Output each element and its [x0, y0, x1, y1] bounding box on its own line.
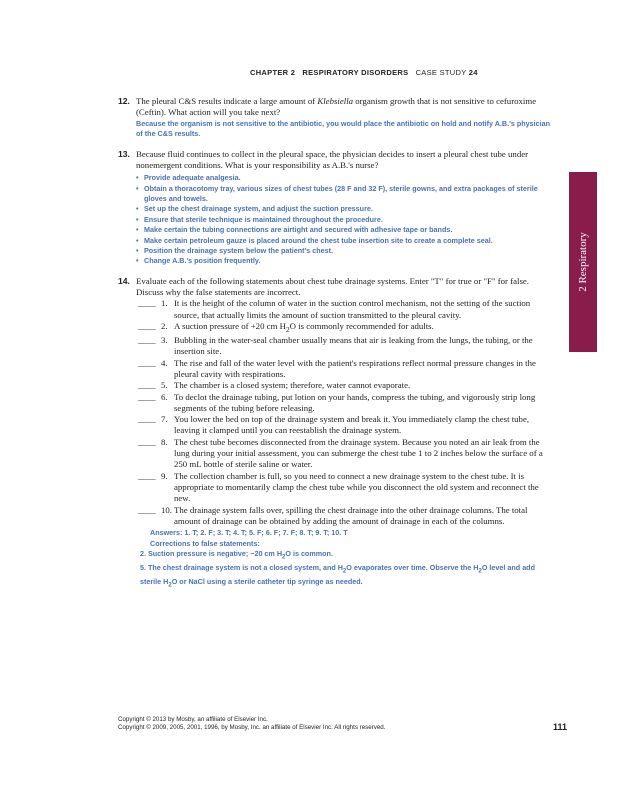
statement-item: ____ 4. The rise and fall of the water level with the patient's respirations reflect normal pressure changes in the pleural cavity with respirations. — [138, 357, 536, 379]
page-number: 111 — [553, 722, 568, 732]
statement-item: ____ 10. The drainage system falls over, spilling the chest drainage into the other drainage columns. The total amount of drainage can be obtained by adding the amount of drainage in each of the columns. — [138, 504, 528, 526]
statement-item: ____ 6. To declot the drainage tubing, put lotion on your hands, compress the tubing, and vigorously strip long segments of the tubing before releasing. — [138, 391, 536, 413]
correction-2: 2. Suction pressure is negative; −20 cm $H_2O$ is common. — [140, 549, 333, 561]
statement-item: ____ 3. Bubbling in the water-seal chamber usually means that air is leaking from the lungs, the tubing, or the insertion site. — [138, 335, 533, 357]
question-12 — [118, 96, 550, 140]
statement-item: ____ 9. The collection chamber is full, so you need to connect a new drainage system to the chest tube. It is appropriate to momentarily clamp the chest tube while you disconnect the old system and reconnect the new. — [138, 470, 539, 504]
chapter-tab-text: 2 Respiratory — [577, 232, 589, 292]
answer-bullet: • Change A.B.'s position frequently. — [136, 256, 550, 266]
chapter-tab — [569, 172, 597, 352]
answer-bullet: • Position the drainage system below the patient's chest. — [136, 246, 550, 256]
answer-bullet-list — [136, 173, 550, 267]
answer-bullet: • Make certain the tubing connections are airtight and secured with adhesive tape or bands. — [136, 225, 550, 235]
statement-item: ____ 2. A suction pressure of +20 cm $H_2O$ is commonly recommended for adults. — [138, 321, 434, 334]
question-number: 12. — [118, 96, 130, 106]
statement-item: ____ 1. It is the height of the column of water in the suction control mechanism, not the setting of the suction source, that actually limits the amount of suction transmitted to the pleural cavity. — [138, 298, 531, 320]
copyright-footer — [118, 716, 385, 732]
question-number: 14. — [118, 275, 130, 286]
statement-item: ____ 5. The chamber is a closed system; therefore, water cannot evaporate. — [138, 380, 411, 391]
corrections-label: Corrections to false statements: — [150, 538, 260, 548]
copyright-line-1: Copyright © 2013 by Mosby, an affiliate of Elsevier Inc. — [118, 716, 268, 723]
answer-bullet: • Make certain petroleum gauze is placed around the chest tube insertion site to create a complete seal. — [136, 236, 550, 246]
chapter-label: CHAPTER 2 — [250, 68, 296, 77]
answer-bullet: • Set up the chest drainage system, and adjust the suction pressure. — [136, 204, 550, 214]
case-number: 24 — [468, 68, 478, 77]
question-number: 13. — [118, 148, 130, 159]
running-header — [250, 68, 560, 77]
correction-5: 5. The chest drainage system is not a closed system, and $H_2O$ evaporates over time. Observe the $H_2O$ level and add sterile $H_2O$ or NaCl using a sterile catheter tip syringe as needed. — [140, 563, 535, 589]
question-13 — [118, 149, 550, 267]
statement-item: ____ 7. You lower the bed on top of the drainage system and break it. You immediately clamp the chest tube, leaving it clamped until you can reestablish the drainage system. — [138, 414, 530, 436]
answer-bullet: • Obtain a thoracotomy tray, various sizes of chest tubes (28 F and 32 F), sterile gowns, and extra packages of sterile gloves and towels. — [136, 184, 550, 205]
answer-bullet: • Provide adequate analgesia. — [136, 173, 550, 183]
statement-item: ____ 8. The chest tube becomes disconnected from the drainage system. Because you noted an air leak from the lung during your initial assessment, you can submerge the chest tube 1 to 2 inches below the surface of a 250 mL bottle of sterile saline or water. — [138, 436, 543, 470]
question-14 — [118, 276, 550, 591]
case-label: CASE STUDY — [415, 68, 467, 77]
question-text: Evaluate each of the following statements about chest tube drainage systems. Enter "T" for true or "F" for false. Discuss why the false statements are incorrect. — [136, 275, 529, 298]
question-text: The pleural C&S results indicate a large amount of Klebsiella organism growth that is not sensitive to cefuroxime (Ceftin). What action will you take next? — [136, 96, 537, 118]
answer-text: Because the organism is not sensitive to the antibiotic, you would place the antibiotic on hold and notify A.B.'s physician of the C&S results. — [136, 118, 550, 139]
copyright-line-2: Copyright © 2009, 2005, 2001, 1996, by Mosby, Inc. an affiliate of Elsevier Inc. All rights reserved. — [118, 724, 386, 731]
question-text: Because fluid continues to collect in the pleural space, the physician decides to insert a pleural chest tube under nonemergent conditions. What is your responsibility as A.B.'s nurse? — [136, 148, 529, 170]
main-content — [118, 96, 550, 591]
answers-line: Answers: 1. T; 2. F; 3. T; 4. T; 5. F; 6. F; 7. F; 8. T; 9. T; 10. T — [150, 528, 348, 538]
section-label: RESPIRATORY DISORDERS — [302, 68, 409, 77]
answer-bullet: • Ensure that sterile technique is maintained throughout the procedure. — [136, 215, 550, 225]
